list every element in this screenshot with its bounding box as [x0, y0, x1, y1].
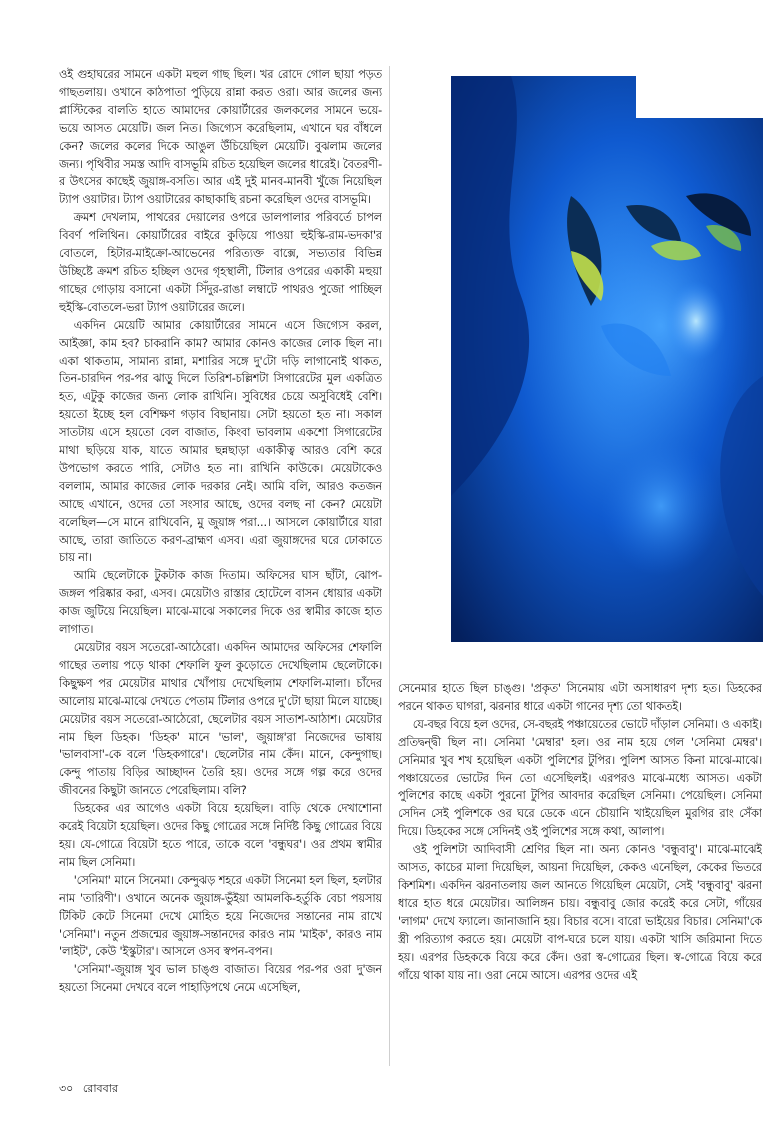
paragraph: আমি ছেলেটাকে টুকটাক কাজ দিতাম। অফিসের ঘাস ছাঁটা, ঝোপ-জঙ্গল পরিষ্কার করা, এসব। মেয়েটাও রাস্তার হোটেলে বাসন ধোয়ার একটা কাজ জুটিয়ে নিয়েছিল। মাঝে-মাঝে সকালের দিকে ওর স্বামীর কাজে হাত লাগাত।	[59, 569, 382, 637]
paragraph: ওই পুলিশটা আদিবাসী শ্রেণির ছিল না। অন্য কোনও 'বন্ধুবাবু'। মাঝে-মাঝেই আসত, কাচের মালা দিয়েছিল, আয়না দিয়েছিল, কেকও এনেছিল, কেকের ভিতরে কিশমিশ। একদিন ঝরনাতলায় জল আনতে গিয়েছিল মেয়েটা, সেই 'বন্ধুবাবু' ঝরনা ধারে হাত ধরে মেয়েটার। আলিঙ্গন চায়। বন্ধুবাবু জোর করেই করে সেটা, গাঁয়ের 'লাগম' দেখে ফ্যালে। জানাজানি হয়। বিচার বসে। বারো ভাইয়ের বিচার। সেনিমা'কে স্ত্রী পরিত্যাগ করতে হয়। মেয়েটা বাপ-ঘরে চলে যায়। একটা খাসি জরিমানা দিতে হয়। এরপর ডিহককে বিয়ে করে কেঁদ। ওরা স্ব-গোত্রের ছিল। স্ব-গোত্রে বিয়ে করে গাঁয়ে থাকা যায় না। ওরা নেমে আসে। এরপর ওদের এই	[398, 843, 762, 982]
blue-flower-closeup-photo-icon	[451, 76, 763, 642]
article-column-left	[59, 66, 382, 1072]
page-number: ৩০	[59, 1082, 74, 1095]
paragraph: 'সেনিমা' মানে সিনেমা। কেন্দুঝড় শহরে একটা সিনেমা হল ছিল, হলটার নাম 'তারিণী'। ওখানে অনেক জুয়াঙ্গ-ভুঁইয়া আমলকি-হর্তুকি বেচা পয়সায় টিকিট কেটে সিনেমা দেখে মোহিত হয়ে নিজেদের সন্তানের নাম রাখে 'সেনিমা'। নতুন প্রজন্মের জুয়াঙ্গ-সন্তানদের কারও নাম 'মাইক', কারও নাম 'লাইট', কেউ 'ইস্কুটার'। আসলে ওসব স্বপন-বপন।	[59, 873, 382, 959]
paragraph: 'সেনিমা'-জুয়াঙ্গ খুব ভাল চাঙ্গু বাজাত। বিয়ের পর-পর ওরা দু'জন হয়তো সিনেমা দেখবে বলে পাহাড়িপথে নেমে এসেছিল,	[59, 963, 382, 995]
photo-corner-cutout	[636, 76, 770, 118]
paragraph: সেনেমার হাতে ছিল চাঙ্গু। 'প্রকৃত' সিনেমায় এটা অসাধারণ দৃশ্য হত। ডিহকের পরনে থাকত ঘাগরা, ঝরনার ধারে একটা গানের দৃশ্য তো থাকতই।	[398, 682, 762, 713]
paragraph: যে-বছর বিয়ে হল ওদের, সে-বছরই পঞ্চায়েতের ভোটে দাঁড়াল সেনিমা। ও একাই। প্রতিদ্বন্দ্বী ছিল না। সেনিমা 'মেম্বার' হল। ওর নাম হয়ে গেল 'সেনিমা মেম্বর'। সেনিমার খুব শখ হয়েছিল একটা পুলিশের টুপির। পুলিশ আসত কিনা মাঝে-মাঝে। পঞ্চায়েতের ভোটের দিন তো এসেছিলই। এরপরও মাঝে-মধ্যে আসত। একটা পুলিশের কাছে একটা পুরনো টুপির আবদার করেছিল সেনিমা। পেয়েছিল। সেনিমা সেদিন সেই পুলিশকে ওর ঘরে ডেকে এনে চৌয়ানি খাইয়েছিল মুরগির রাং সেঁকা দিয়ে। ডিহকের সঙ্গে সেদিনই ওই পুলিশের সঙ্গে কথা, আলাপ।	[398, 717, 762, 839]
magazine-name: রোববার	[82, 1082, 119, 1095]
article-column-right	[398, 680, 762, 1072]
paragraph: ডিহকের এর আগেও একটা বিয়ে হয়েছিল। বাড়ি থেকে দেখাশোনা করেই বিয়েটা হয়েছিল। ওদের কিছু গোত্রের সঙ্গে নির্দিষ্ট কিছু গোত্রের বিয়ে হয়। যে-গোত্রে বিয়েটা হতে পারে, তাকে বলে 'বন্ধুঘর'। ওর প্রথম স্বামীর নাম ছিল সেনিমা।	[59, 802, 382, 869]
paragraph: মেয়েটার বয়স সতেরো-আঠেরো। একদিন আমাদের অফিসের শেফালি গাছের তলায় পড়ে থাকা শেফালি ফুল কুড়োতে দেখেছিলাম ছেলেটাকে। কিছুক্ষণ পর মেয়েটার মাথার খোঁপায় দেখেছিলাম শেফালি-মালা। চাঁদের আলোয় মাঝে-মাঝে দেখতে পেতাম টিলার ওপরে দু'টো ছায়া মিলে যাচ্ছে। মেয়েটার বয়স সতেরো-আঠেরো, ছেলেটার বয়স সাতাশ-আঠাশ। মেয়েটার নাম ছিল ডিহক। 'ডিহক' মানে 'ভাল', জুয়াঙ্গ'রা নিজেদের ভাষায় 'ভালবাসা'-কে বলে 'ডিহকগারে'। ছেলেটার নাম কেঁদ। মানে, কেন্দুগাছ। কেন্দু পাতায় বিড়ির আচ্ছাদন তৈরি হয়। ওদের সঙ্গে গল্প করে ওদের জীবনের কিছুটা জানতে পেরেছিলাম। বলি?	[59, 641, 382, 798]
blue-flower-photo	[451, 76, 763, 642]
column-divider	[389, 66, 390, 1066]
page-footer	[59, 1080, 124, 1099]
paragraph: ক্রমশ দেখলাম, পাথরের দেয়ালের ওপরে ডালপালার পরিবর্তে চাপল বিবর্ণ পলিথিন। কোয়ার্টারের বাইরে কুড়িয়ে পাওয়া হুইস্কি-রাম-ভদকা'র বোতলে, হিটার-মাইক্রো-আভেনের পরিত্যক্ত বাক্সে, সভ্যতার বিভিন্ন উচ্ছিষ্টে ক্রমশ রচিত হচ্ছিল ওদের গৃহস্থালী, টিলার ওপরের একাকী মহুয়া গাছের গোড়ায় বসানো একটা সিঁদুর-রাঙা লম্বাটে পাথরও পুজো পাচ্ছিল হুইস্কি-বোতলে-ভরা ট্যাপ ওয়াটারের জলে।	[59, 211, 382, 314]
paragraph: একদিন মেয়েটি আমার কোয়ার্টারের সামনে এসে জিগ্যেস করল, আইজ্ঞা, কাম হব? চাকরানি কাম? আমার কোনও কাজের লোক ছিল না। একা থাকতাম, সামান্য রান্না, মশারির সঙ্গে দু'টো দড়ি লাগানোই থাকত, তিন-চারদিন পর-পর ঝাড়ু দিলে তিরিশ-চল্লিশটা সিগারেটের মুল একত্রিত হত, এটুকু কাজের জন্য লোক রাখিনি। সুবিধের চেয়ে অসুবিধেই বেশি। হয়তো ইচ্ছে হল বেশিক্ষণ গড়াব বিছানায়। সেটা হয়তো হত না। সকাল সাতটায় এসে হয়তো বেল বাজাত, কিংবা ভাবলাম একশো সিগারেটের মাথা ছড়িয়ে যাক, যাতে আমার ছন্নছাড়া একাকীত্ব আরও বেশি করে উপভোগ করতে পারি, সেটাও হত না। রাখিনি কাউকে। মেয়েটাকেও বললাম, আমার কাজের লোক দরকার নেই। আমি বলি, আরও কতজন আছে এখানে, ওদের তো সংসার আছে, ওদের বলছ না কেন? মেয়েটা বলেছিল—সে মানে রাখিবেনি, মু জুয়াঙ্গ পরা...। আসলে কোয়ার্টারে যারা আছে, তারা জাতিতে করণ-ব্রাহ্মণ এসব। এরা জুয়াঙ্গদের ঘরে ঢোকাতে চায় না।	[59, 318, 382, 565]
paragraph: ওই গুহাঘরের সামনে একটা মহুল গাছ ছিল। খর রোদে গোল ছায়া পড়ত গাছতলায়। ওখানে কাঠপাতা পুড়িয়ে রান্না করত ওরা। আর জলের জন্য প্লাস্টিকের বালতি হাতে আমাদের কোয়ার্টারের জলকলের সামনে ভয়ে-ভয়ে আসত মেয়েটি। জল নিত। জিগ্যেস করেছিলাম, এখানে ঘর বাঁধলে কেন? জলের কলের দিকে আঙুল উঁচিয়েছিল মেয়েটি। বুঝলাম জলের জন্য। পৃথিবীর সমস্ত আদি বাসভূমি রচিত হয়েছিল জলের ধারেই। বৈতরণী-র উৎসের কাছেই জুয়াঙ্গ-বসতি। আর এই দুই মানব-মানবী খুঁজে নিয়েছিল ট্যাপ ওয়াটার। ট্যাপ ওয়াটারের কাছাকাছি রচনা করেছিল ওদের বাসভূমি।	[59, 68, 382, 207]
